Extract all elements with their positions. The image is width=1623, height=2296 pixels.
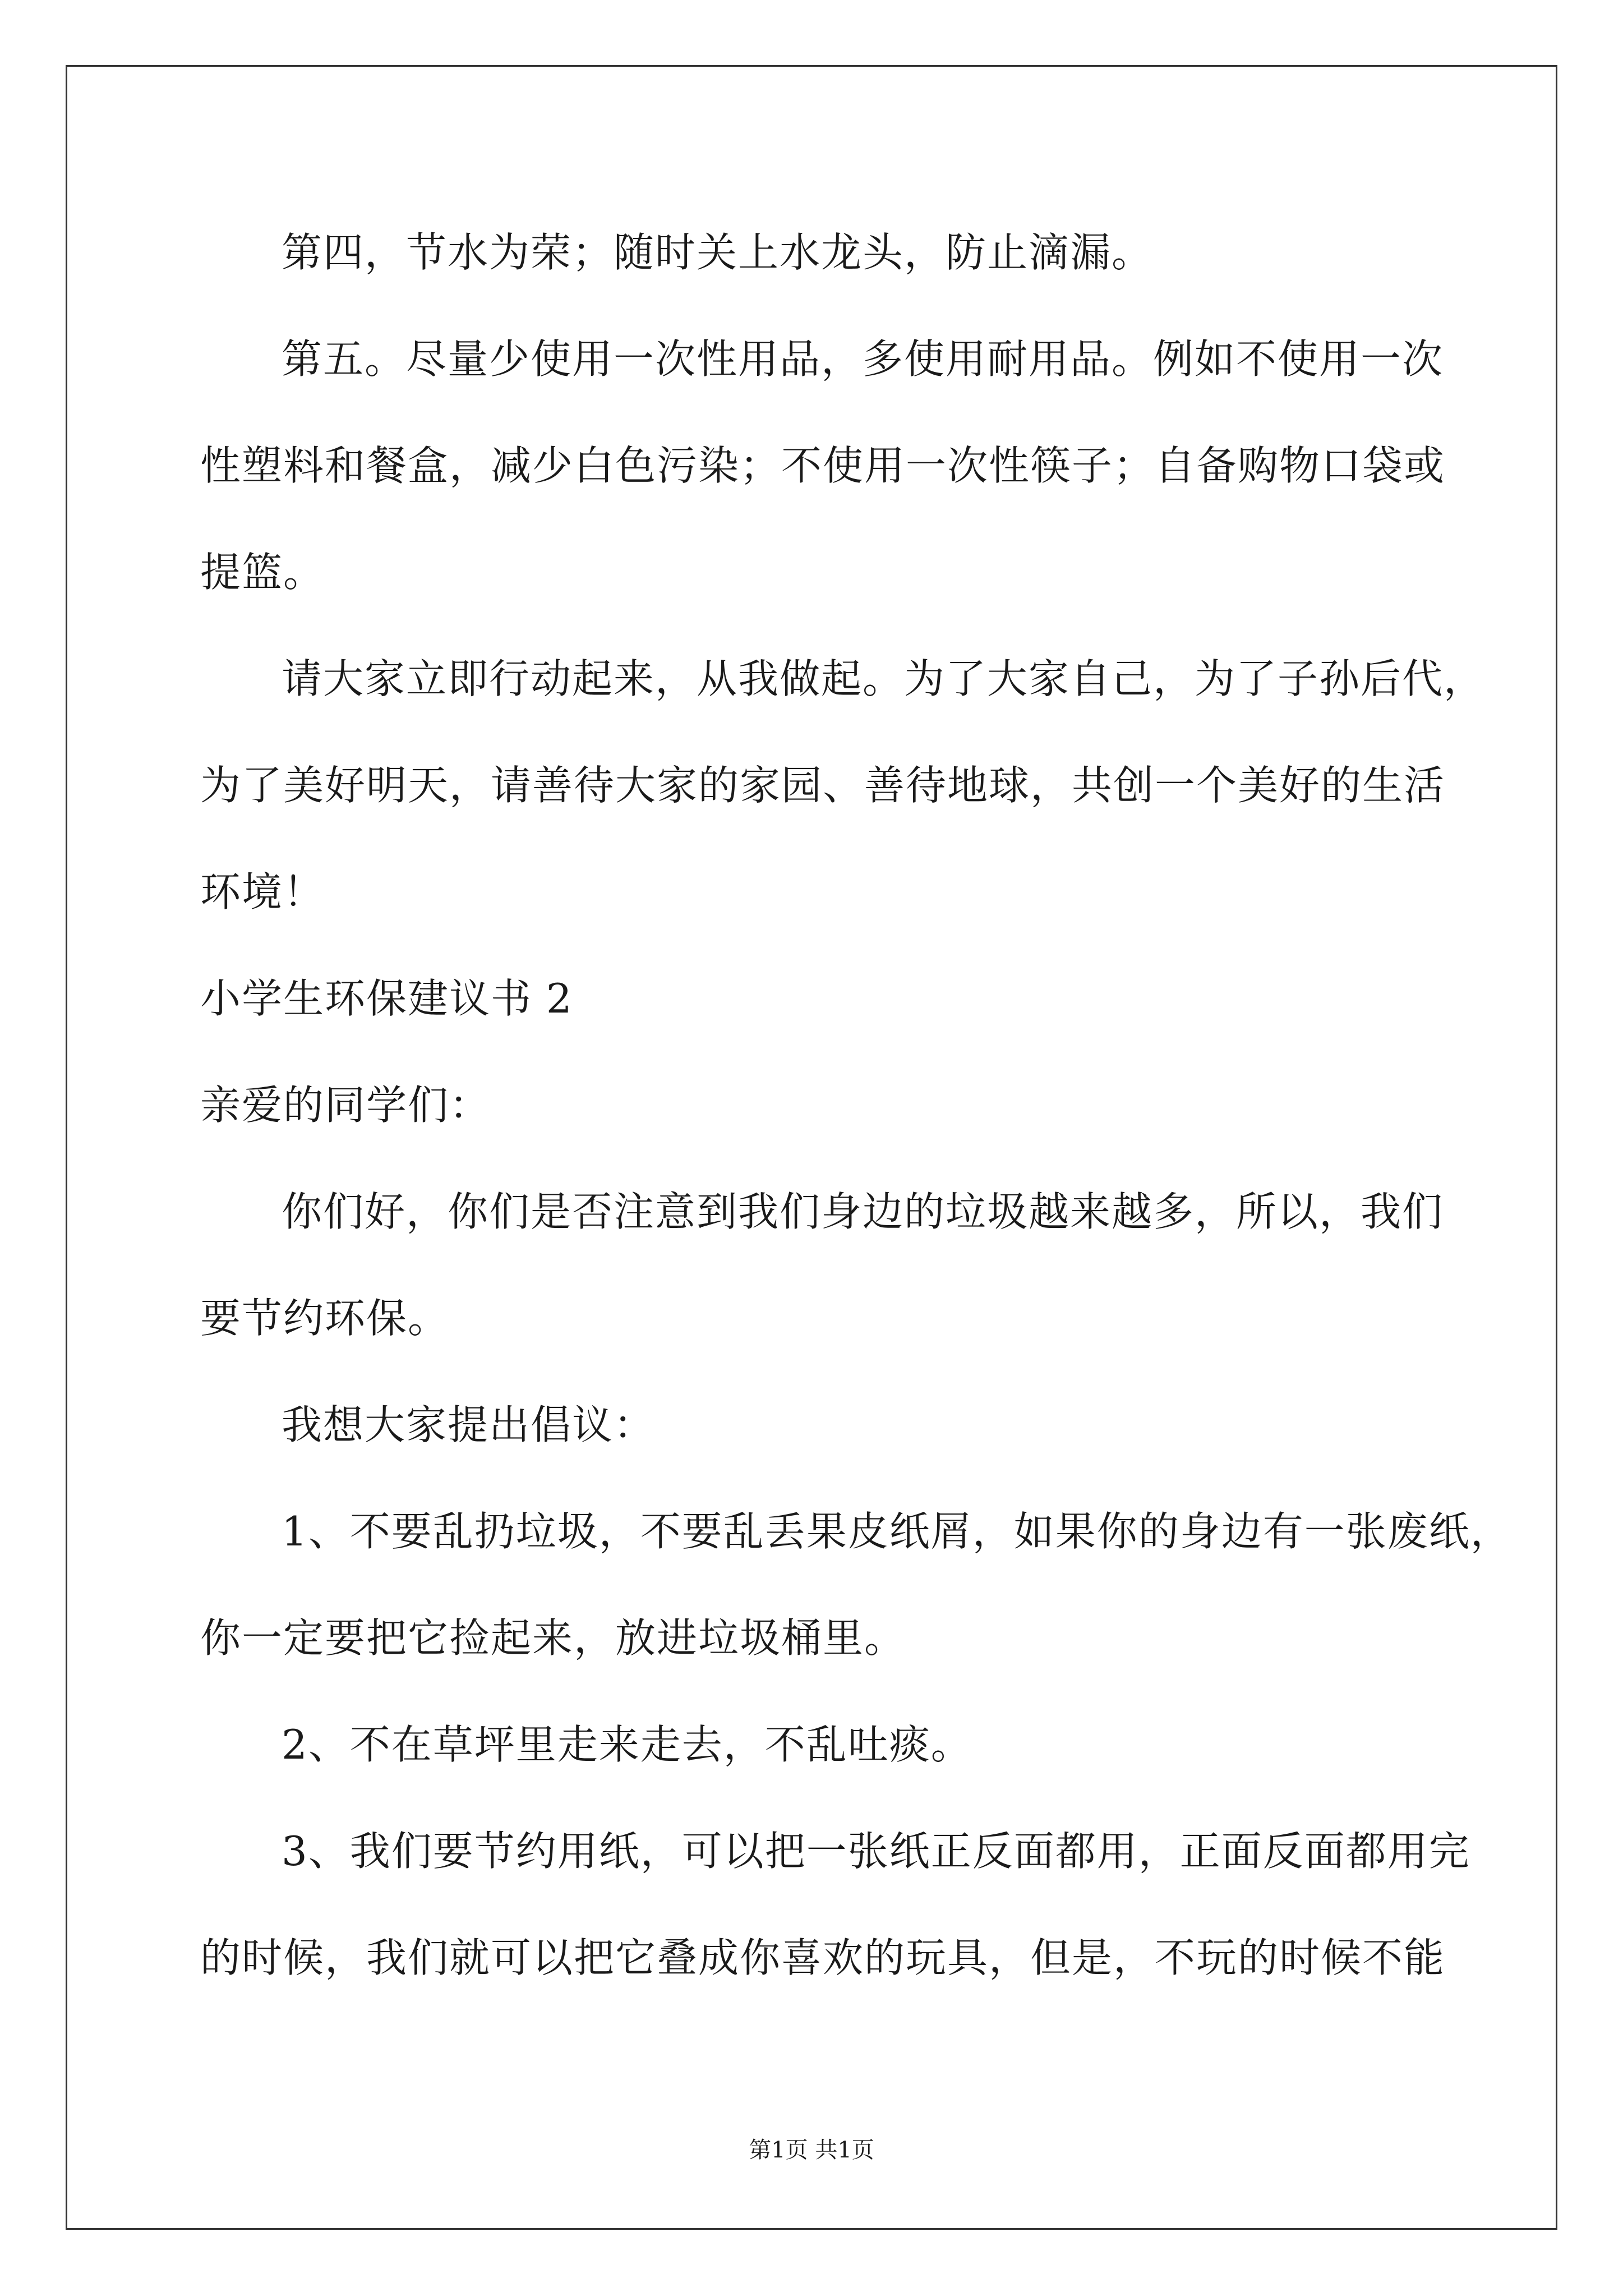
paragraph-line: 的时候，我们就可以把它叠成你喜欢的玩具，但是，不玩的时候不能 (200, 1934, 1446, 1981)
paragraph-line: 第四，节水为荣；随时关上水龙头，防止滴漏。 (282, 229, 1154, 276)
paragraph-line: 2、不在草坪里走来走去，不乱吐痰。 (282, 1721, 972, 1768)
paragraph-line: 3、我们要节约用纸，可以把一张纸正反面都用，正面反面都用完 (282, 1828, 1470, 1875)
paragraph-line: 第五。尽量少使用一次性用品，多使用耐用品。例如不使用一次 (282, 335, 1444, 383)
paragraph-line: 你们好，你们是否注意到我们身边的垃圾越来越多，所以，我们 (282, 1188, 1444, 1235)
paragraph-line: 我想大家提出倡议： (282, 1401, 656, 1448)
paragraph-line: 要节约环保。 (200, 1295, 450, 1342)
page-footer: 第1页 共1页 (749, 2137, 874, 2163)
salutation: 亲爱的同学们： (200, 1082, 491, 1129)
paragraph-line: 你一定要把它捡起来，放进垃圾桶里。 (200, 1614, 906, 1662)
paragraph-line: 性塑料和餐盒，减少白色污染；不使用一次性筷子；自备购物口袋或 (200, 442, 1446, 489)
section-heading: 小学生环保建议书 2 (200, 975, 573, 1022)
paragraph-line: 1、不要乱扔垃圾，不要乱丢果皮纸屑，如果你的身边有一张废纸， (282, 1508, 1512, 1555)
paragraph-line: 请大家立即行动起来，从我做起。为了大家自己，为了子孙后代， (282, 655, 1486, 702)
page-border (66, 65, 1557, 2230)
paragraph-line: 提篮。 (200, 549, 325, 596)
paragraph-line: 为了美好明天，请善待大家的家园、善待地球，共创一个美好的生活 (200, 762, 1446, 809)
paragraph-line: 环境！ (200, 868, 325, 915)
